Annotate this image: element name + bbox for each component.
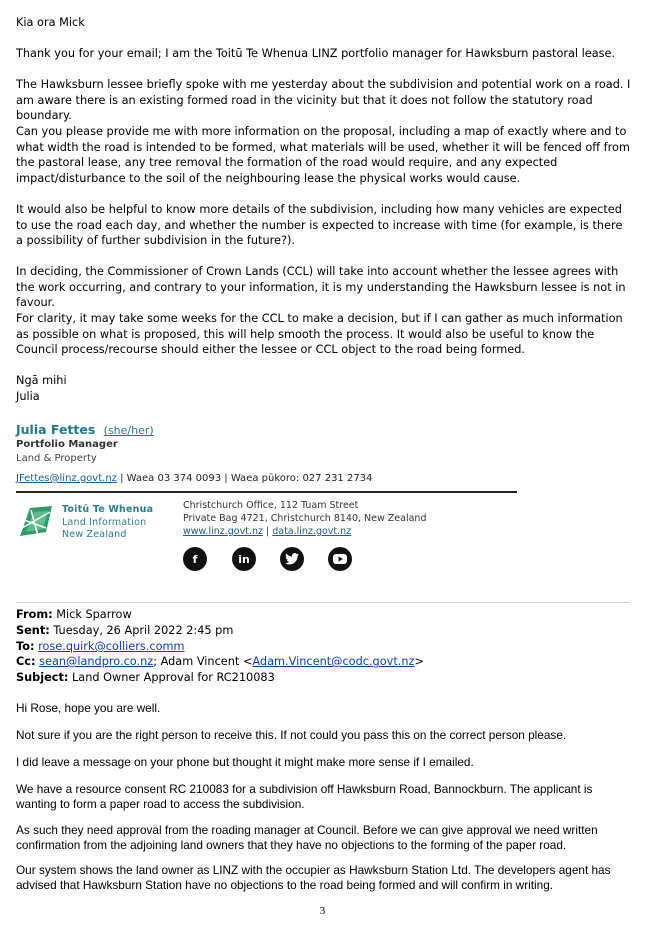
signature-phone: | Waea 03 374 0093 | Waea pūkoro: 027 231 2734 — [116, 473, 373, 484]
twitter-bird-glyph — [285, 553, 299, 565]
office-address-1: Christchurch Office, 112 Tuam Street — [183, 500, 359, 511]
website-link-linz[interactable]: www.linz.govt.nz — [183, 526, 263, 537]
linkedin-icon[interactable]: in — [232, 547, 256, 571]
pronouns-link[interactable]: (she/her) — [103, 424, 154, 437]
signature-name — [16, 422, 154, 437]
original-body-3: I did leave a message on your phone but thought it might make more sense if I emailed. — [16, 755, 474, 769]
original-body-6: Our system shows the land owner as LINZ with the occupier as Hawksburn Station Ltd. The developers agent has advised that Hawksburn Station have no objections to the road being formed and will confirm in writing. — [16, 863, 611, 892]
signature-email-link[interactable]: JFettes@linz.govt.nz — [16, 473, 117, 484]
website-separator: | — [262, 526, 273, 537]
twitter-icon[interactable] — [280, 547, 304, 571]
logo-text-3: New Zealand — [62, 529, 127, 540]
sent-label: Sent: — [16, 624, 50, 637]
subject-line — [16, 671, 275, 684]
from-value: Mick Sparrow — [52, 608, 132, 621]
logo-text-1: Toitū Te Whenua — [62, 504, 154, 515]
subject-label: Subject: — [16, 671, 69, 684]
sent-line — [16, 624, 233, 637]
signature-divider — [16, 491, 517, 493]
reply-paragraph-2: The Hawksburn lessee briefly spoke with me yesterday about the subdivision and potential work on a road. I am aware there is an existing formed road in the vicinity but that it does not follow the statutory road boundary. — [16, 78, 631, 123]
from-label: From: — [16, 608, 53, 621]
original-body-5: As such they need approval from the roading manager at Council. Before we can give approval we need written confirmation from the adjoining land owners that they have no objections to the forming of the paper road. — [16, 823, 598, 852]
greeting: Kia ora Mick — [16, 16, 85, 29]
cc-label: Cc: — [16, 655, 36, 668]
reply-paragraph-5: In deciding, the Commissioner of Crown Lands (CCL) will take into account whether the lessee agrees with the work occurring, and contrary to your information, it is my understanding the Hawksburn lessee is not in favour. — [16, 265, 626, 310]
reply-paragraph-6: For clarity, it may take some weeks for the CCL to make a decision, but if I can gather as much information as possible on what is proposed, this will help smooth the process. It would also be useful to know the Council process/recourse should either the lessee or CCL object to the road being formed. — [16, 312, 623, 357]
cc-end: > — [414, 655, 424, 668]
linz-logo-mark-icon — [16, 502, 56, 542]
subject-value: Land Owner Approval for RC210083 — [68, 671, 275, 684]
cc-email-link-1[interactable]: sean@landpro.co.nz — [39, 655, 154, 668]
office-websites — [183, 526, 351, 537]
reply-paragraph-4: It would also be helpful to know more details of the subdivision, including how many vehicles are expected to use the road each day, and whether the number is expected to increase with time (for example, is there a possibility of further subdivision in the future?). — [16, 203, 623, 248]
cc-email-link-2[interactable]: Adam.Vincent@codc.govt.nz — [252, 655, 415, 668]
youtube-play-glyph — [333, 554, 347, 564]
signoff-name: Julia — [16, 390, 40, 403]
signoff: Ngā mihi — [16, 374, 67, 387]
to-email-link[interactable]: rose.quirk@colliers.comm — [38, 640, 185, 653]
logo-text-2: Land Information — [62, 517, 147, 528]
cc-separator: ; Adam Vincent < — [153, 655, 253, 668]
signature-name-text: Julia Fettes — [16, 422, 96, 437]
original-body-1: Hi Rose, hope you are well. — [16, 701, 161, 715]
from-line — [16, 608, 132, 621]
to-label: To: — [16, 640, 35, 653]
linz-logo — [16, 500, 176, 544]
youtube-icon[interactable] — [328, 547, 352, 571]
sent-value: Tuesday, 26 April 2022 2:45 pm — [49, 624, 234, 637]
email-separator — [16, 602, 629, 603]
website-link-data[interactable]: data.linz.govt.nz — [272, 526, 352, 537]
reply-paragraph-1: Thank you for your email; I am the Toitū Te Whenua LINZ portfolio manager for Hawksburn pastoral lease. — [16, 47, 616, 60]
office-address-2: Private Bag 4721, Christchurch 8140, New Zealand — [183, 513, 427, 524]
signature-department: Land & Property — [16, 453, 97, 464]
facebook-icon[interactable]: f — [183, 547, 207, 571]
original-body-4: We have a resource consent RC 210083 for a subdivision off Hawksburn Road, Bannockburn. The applicant is wanting to form a paper road to access the subdivision. — [16, 782, 593, 811]
cc-line — [16, 655, 424, 668]
page-number: 3 — [319, 905, 326, 917]
reply-paragraph-3: Can you please provide me with more information on the proposal, including a map of exactly where and to what width the road is intended to be formed, what materials will be used, whether it will be fenced off from the pastoral lease, any tree removal the formation of the road would require, and any expected impact/disturbance to the soil of the neighbouring lease the physical works would cause. — [16, 125, 630, 185]
signature-title: Portfolio Manager — [16, 439, 118, 450]
original-body-2: Not sure if you are the right person to receive this. If not could you pass this on the correct person please. — [16, 728, 567, 742]
to-line — [16, 640, 185, 653]
signature-contact — [16, 473, 372, 484]
